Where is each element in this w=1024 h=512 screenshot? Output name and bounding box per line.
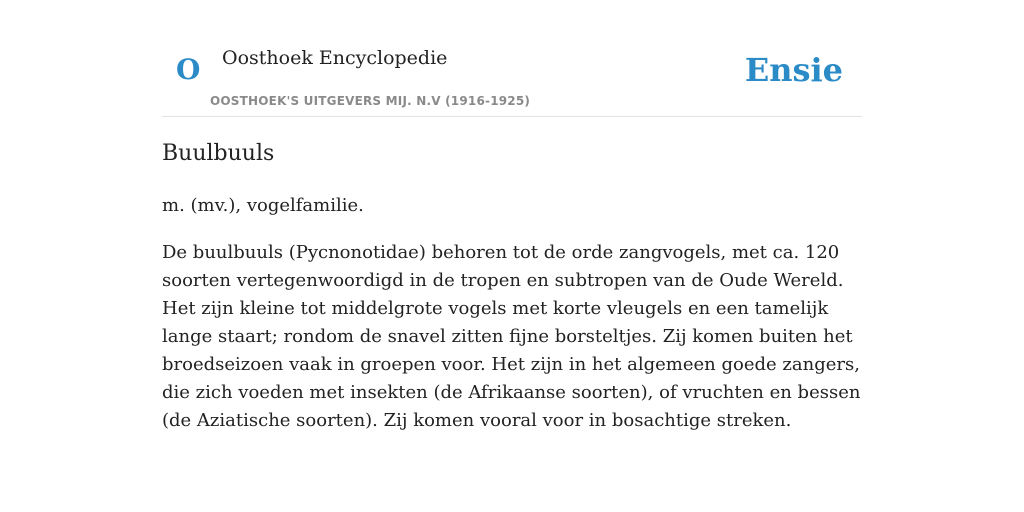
entry-body-paragraph: De buulbuuls (Pycnonotidae) behoren tot de orde zangvogels, met ca. 120 soorten vertegenwoordigd in de tropen en subtropen van de Oude Wereld. Het zijn kleine tot middelgrote vogels met korte vleugels en een tamelijk lange staart; rondom de snavel zitten fijne borsteltjes. Zij komen buiten het broedseizoen vaak in groepen voor. Het zijn in het algemeen goede zangers, die zich voeden met insekten (de Afrikaanse soorten), of vruchten en bessen (de Aziatische soorten). Zij komen vooral voor in bosachtige streken. [162,242,861,431]
publisher-subtitle: OOSTHOEK'S UITGEVERS MIJ. N.V (1916-1925) [210,94,531,108]
encyclopedia-title-link[interactable]: Oosthoek Encyclopedie [222,47,448,69]
encyclopedia-logo-link[interactable]: O [176,53,201,86]
entry-grammar-definition: m. (mv.), vogelfamilie. [162,195,364,216]
ensie-logo-link[interactable]: Ensie [744,51,843,89]
entry-title: Buulbuuls [162,141,275,166]
header [162,0,862,117]
article [162,138,862,435]
